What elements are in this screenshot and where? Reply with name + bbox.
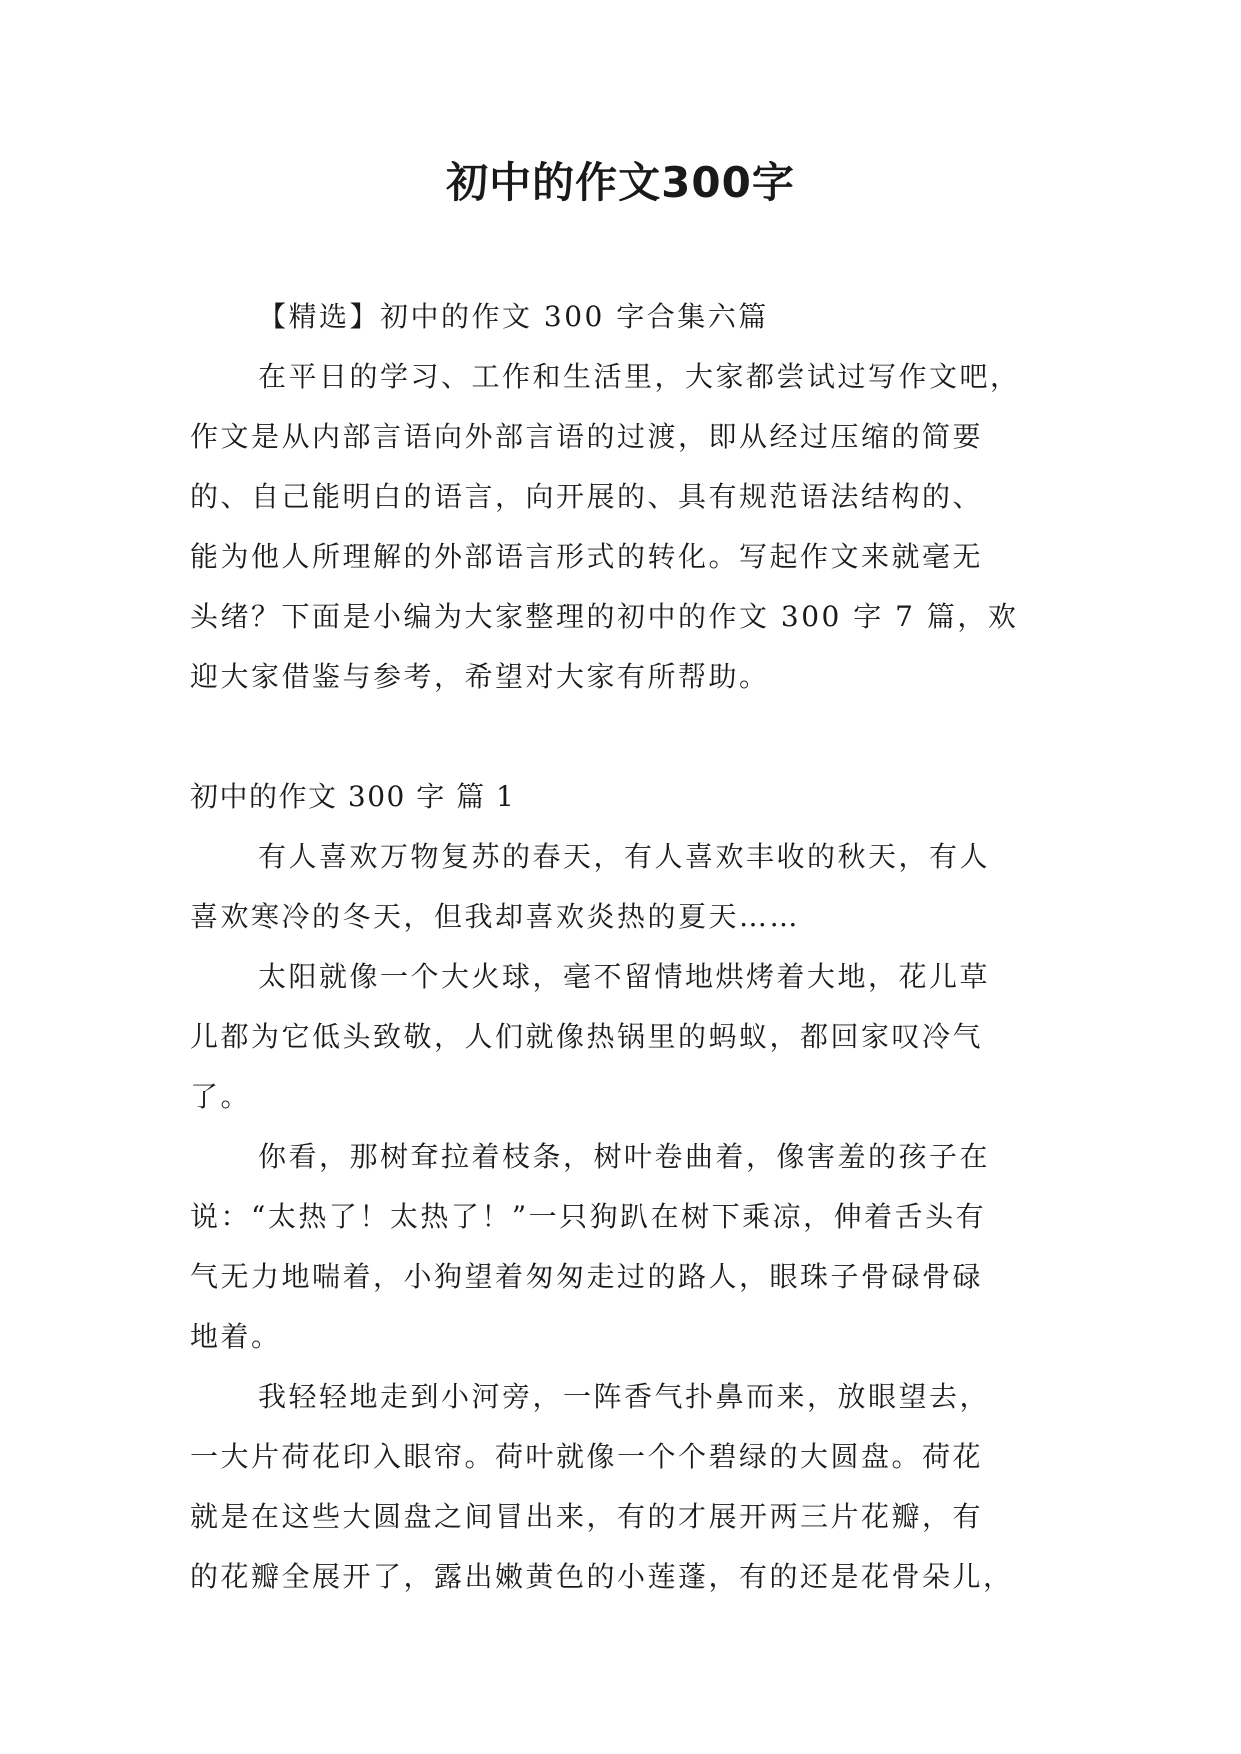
paragraph-sun xyxy=(190,947,1070,1127)
intro-paragraph xyxy=(190,347,1070,707)
paragraph-line: 儿都为它低头致敬，人们就像热锅里的蚂蚁，都回家叹冷气 xyxy=(190,1020,984,1053)
section-spacer xyxy=(190,707,1070,767)
paragraph-tree-dog xyxy=(190,1127,1070,1367)
document-subtitle: 【精选】初中的作文 300 字合集六篇 xyxy=(258,300,769,333)
paragraph-line: 一大片荷花印入眼帘。荷叶就像一个个碧绿的大圆盘。荷花 xyxy=(190,1440,984,1473)
intro-line: 能为他人所理解的外部语言形式的转化。写起作文来就毫无 xyxy=(190,540,984,573)
paragraph-line: 说：“太热了！太热了！”一只狗趴在树下乘凉，伸着舌头有 xyxy=(190,1200,987,1233)
intro-line: 头绪？下面是小编为大家整理的初中的作文 300 字 7 篇，欢 xyxy=(190,600,1019,633)
intro-line: 在平日的学习、工作和生活里，大家都尝试过写作文吧， xyxy=(258,360,1021,393)
paragraph-line: 我轻轻地走到小河旁，一阵香气扑鼻而来，放眼望去， xyxy=(258,1380,991,1413)
paragraph-line: 就是在这些大圆盘之间冒出来，有的才展开两三片花瓣，有 xyxy=(190,1500,984,1533)
intro-line: 的、自己能明白的语言，向开展的、具有规范语法结构的、 xyxy=(190,480,984,513)
intro-line: 迎大家借鉴与参考，希望对大家有所帮助。 xyxy=(190,660,770,693)
paragraph-line: 有人喜欢万物复苏的春天，有人喜欢丰收的秋天，有人 xyxy=(258,840,991,873)
section-heading: 初中的作文 300 字 篇 1 xyxy=(190,780,516,813)
document-title: 初中的作文300字 xyxy=(446,158,795,207)
paragraph-line: 太阳就像一个大火球，毫不留情地烘烤着大地，花儿草 xyxy=(258,960,991,993)
paragraph-summer-intro xyxy=(190,827,1070,947)
paragraph-line: 了。 xyxy=(190,1080,252,1113)
paragraph-line: 地着。 xyxy=(190,1320,282,1353)
document-body xyxy=(190,287,1070,1607)
paragraph-line: 你看，那树耷拉着枝条，树叶卷曲着，像害羞的孩子在 xyxy=(258,1140,991,1173)
paragraph-line: 的花瓣全展开了，露出嫩黄色的小莲蓬，有的还是花骨朵儿， xyxy=(190,1560,1014,1593)
paragraph-line: 喜欢寒冷的冬天，但我却喜欢炎热的夏天…… xyxy=(190,900,801,933)
paragraph-line: 气无力地喘着，小狗望着匆匆走过的路人，眼珠子骨碌骨碌 xyxy=(190,1260,984,1293)
paragraph-lotus xyxy=(190,1367,1070,1607)
intro-line: 作文是从内部言语向外部言语的过渡，即从经过压缩的简要 xyxy=(190,420,984,453)
